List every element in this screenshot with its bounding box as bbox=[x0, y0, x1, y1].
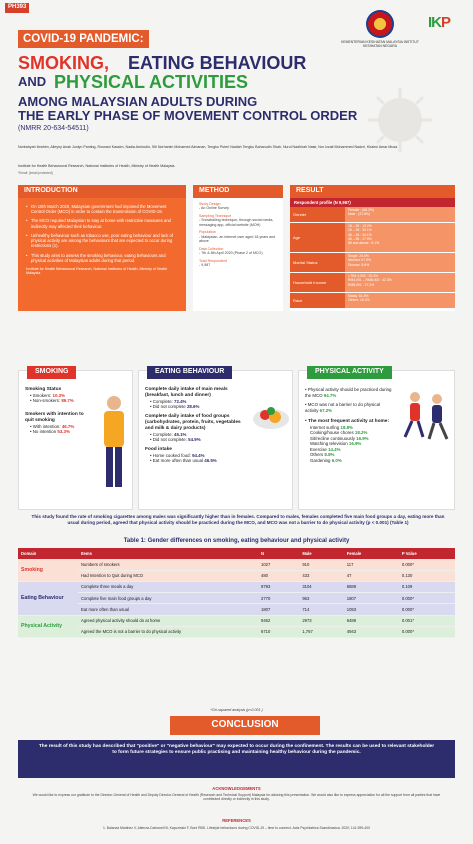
eating-title: EATING BEHAVIOUR bbox=[147, 366, 232, 379]
method-item bbox=[199, 247, 277, 256]
food-plate-icon bbox=[251, 389, 291, 449]
email: *Email: [email protected] bbox=[18, 171, 53, 175]
cell-male: 1,767 bbox=[299, 626, 343, 637]
profile-value: Female : (68.2%) Male : (31.8%) bbox=[345, 207, 455, 222]
cell-male: 3104 bbox=[299, 581, 343, 592]
non-smokers-value: 89.7% bbox=[61, 398, 74, 404]
method-value: - 7th & 8th April 2020 (Phase 2 of MCO) bbox=[199, 251, 263, 256]
method-item bbox=[199, 202, 277, 211]
introduction-body bbox=[18, 198, 186, 311]
eat-more-value: 46.5% bbox=[204, 458, 217, 464]
food-groups-heading: Complete daily intake of food groups (carbohydrates, protein, fruits, vegetables and milk & dairy products) bbox=[145, 413, 241, 431]
method-item bbox=[199, 230, 277, 243]
acknowledgements-body: We would like to express our gratitude to the Director-General of Health and Deputy Director-General of Health (Research and Technical Support) Malaysia for allowing this presentation. We would also like to express appreciation for all the support from all parties that have contributed directly or indirectly in this study. bbox=[32, 793, 441, 802]
smoking-status-heading: Smoking Status bbox=[25, 387, 62, 392]
profile-value: Single: 26.5% Married: 67.9% Divorce: 5.6% bbox=[345, 253, 455, 272]
conclusion-body: The result of this study has described that "positive" or "negative behaviour" may expected to occur during the confinement. The results can be used to relevant stakeholder to form future strategies to ensure public practising and maintaining healthy behaviour during the pandemic. bbox=[18, 740, 455, 778]
cell-p: 0.000* bbox=[399, 559, 455, 570]
method-item bbox=[199, 259, 277, 268]
physical-panel bbox=[298, 370, 455, 510]
ikp-logo-a: IK bbox=[428, 14, 441, 31]
physical-title: PHYSICAL ACTIVITY bbox=[307, 366, 392, 379]
method-value: - 9,987 bbox=[199, 263, 211, 268]
home-cooked-value: 94.4% bbox=[192, 452, 205, 458]
no-intention-label: • No intention bbox=[30, 429, 58, 435]
cell-female: 47 bbox=[344, 570, 399, 581]
smokers-label: • Smokers: bbox=[30, 392, 53, 398]
cell-p: 0.130 bbox=[399, 570, 455, 581]
cell-p: 0.000* bbox=[399, 604, 455, 615]
home-cooked-label: • Home cooked food: bbox=[150, 452, 193, 458]
profile-key: Age bbox=[290, 223, 345, 252]
smokers-value: 10.3% bbox=[52, 392, 65, 398]
cell-n: 2770 bbox=[258, 593, 299, 604]
profile-value: 18 – 25 : 13.2% 26 – 35 : 30.1% 36 – 45 : 34.1% 46 – 55 : 17.5% 56 and above : 5.1% bbox=[345, 223, 455, 252]
moh-logo bbox=[335, 10, 425, 49]
method-value: - An Online Survey bbox=[199, 206, 229, 211]
ikp-logo bbox=[428, 14, 450, 33]
food-intake-heading: Food intake bbox=[145, 446, 172, 452]
method-item bbox=[199, 214, 277, 227]
authors: Norbahyah Ibrahim, Alleyny Anak Jonlyn Panting, Rosnani Kassim, Nadia Amirudin, Siti Norhanim Mohamed Aimanan, Tengku Puteri Nadiah Tengku Baharudin Shah, Nurul Nadhirah Nasir, Nor Izzati Mohammed Nadzri, Khairul Amar Musa bbox=[18, 145, 398, 149]
cell-p: 0.001* bbox=[399, 615, 455, 626]
activity-value: 18.2% bbox=[354, 430, 368, 436]
activity-value: 16.9% bbox=[356, 435, 369, 441]
activity-value: 14.4% bbox=[328, 446, 341, 452]
table-row bbox=[18, 581, 455, 592]
pa-should-value: 94.7% bbox=[323, 392, 337, 398]
table-row bbox=[18, 570, 455, 581]
eating-panel bbox=[138, 370, 293, 510]
cell-item: Agreed the MCO is not a barrier to do physical activity bbox=[78, 626, 258, 637]
profile-row-gender bbox=[290, 207, 455, 223]
cell-female: 1093 bbox=[344, 604, 399, 615]
table-footnote: *Chi-squared analysis (p<0.001 ) bbox=[210, 708, 263, 712]
cell-item: Had Intention to Quit during MCO bbox=[78, 570, 258, 581]
pa-should-line bbox=[305, 387, 393, 398]
introduction-panel bbox=[18, 185, 186, 310]
title-physical: PHYSICAL ACTIVITIES bbox=[54, 72, 249, 92]
domain-eating: Eating Behaviour bbox=[18, 581, 78, 615]
pa-barrier-label: • MCO was not a barrier to do physical activity bbox=[305, 402, 380, 413]
domain-smoking: Smoking bbox=[18, 559, 78, 581]
table-header-row bbox=[18, 548, 455, 559]
cell-item: Complete five main food groups a day bbox=[78, 593, 258, 604]
cell-female: 117 bbox=[344, 559, 399, 570]
cell-male: 910 bbox=[299, 559, 343, 570]
groups-complete-value: 45.1% bbox=[174, 431, 187, 437]
result-panel bbox=[290, 185, 455, 310]
results-summary: This study found the rate of smoking cigarettes among males was significantly higher than in females. Compared to males, females completed five main food groups a day, eating more than usual during period, agreed that physical activity should be practiced during the MCO, and MCO was not a barrier to do physical activity (p < 0.001) (Table 1) bbox=[31, 514, 445, 525]
frequent-activity-heading: • The most frequent activity at home: bbox=[305, 419, 390, 424]
meals-complete-label: • Complete: bbox=[150, 398, 174, 404]
cell-item: Complete three meals a day bbox=[78, 581, 258, 592]
cell-item: Eat more often than usual bbox=[78, 604, 258, 615]
activity-value: 16.9% bbox=[348, 441, 362, 447]
meals-not-complete-line bbox=[145, 404, 241, 410]
profile-row-marital bbox=[290, 253, 455, 273]
smoking-title: SMOKING bbox=[27, 366, 76, 379]
activity-name: Cooking/house chores bbox=[310, 430, 355, 436]
method-title: METHOD bbox=[193, 185, 283, 198]
main-meals-heading: Complete daily intake of main meals (breakfast, lunch and dinner) bbox=[145, 387, 228, 398]
eating-body bbox=[139, 371, 247, 468]
pa-barrier-value: 67.2% bbox=[319, 407, 333, 413]
cell-p: 0.000* bbox=[399, 626, 455, 637]
method-label: Data Collection bbox=[199, 246, 224, 251]
moh-logo-text: KEMENTERIAN KESIHATAN MALAYSIA INSTITUT KESIHATAN NEGARA bbox=[341, 40, 419, 49]
profile-value: Malay: 81.8% Others: 18.2% bbox=[345, 293, 455, 308]
activity-value: 6.0% bbox=[331, 457, 342, 463]
title-eating: EATING BEHAVIOUR bbox=[128, 53, 307, 73]
activity-value: 8.8% bbox=[324, 452, 335, 458]
introduction-title: INTRODUCTION bbox=[18, 185, 186, 198]
table-row bbox=[18, 626, 455, 637]
intro-bullet-3: • Unhealthy behaviour such as tobacco use, poor eating behaviour and lack of physical activity are among the behaviours that are expected to occur during restrictions (1). bbox=[26, 233, 178, 249]
meals-complete-value: 72.4% bbox=[174, 398, 187, 404]
cell-male: 2973 bbox=[299, 615, 343, 626]
profile-key: Race bbox=[290, 293, 345, 308]
table-row bbox=[18, 593, 455, 604]
cell-n: 9462 bbox=[258, 615, 299, 626]
profile-row-race bbox=[290, 293, 455, 309]
cell-male: 714 bbox=[299, 604, 343, 615]
profile-key: Marital Status bbox=[290, 253, 345, 272]
with-intention-value: 46.7% bbox=[61, 423, 75, 429]
method-value: - Snowballing technique, through social media, messaging app, official website (MOH) bbox=[199, 218, 274, 227]
th-pvalue: P Value bbox=[399, 548, 455, 559]
activity-value: 18.8% bbox=[340, 424, 353, 430]
no-intention-value: 53.3% bbox=[57, 429, 70, 435]
intro-bullet-1: • On 18th March 2020, Malaysian government had imposed the Movement Control Order (MCO) in order to contain the transmission of COVID-19. bbox=[26, 204, 178, 215]
cell-male: 433 bbox=[299, 570, 343, 581]
cell-female: 6489 bbox=[344, 615, 399, 626]
th-male: Male bbox=[299, 548, 343, 559]
cell-female: 6689 bbox=[344, 581, 399, 592]
intro-institute: Institute for Health Behavioural Research, National Institutes of Health, Ministry of Health Malaysia. bbox=[26, 267, 168, 276]
quit-heading: Smokers with intention to quit smoking bbox=[25, 411, 84, 423]
result-title: RESULT bbox=[290, 185, 455, 198]
activity-name: Gardening bbox=[310, 457, 332, 463]
result-body bbox=[290, 198, 455, 311]
profile-row-income bbox=[290, 273, 455, 293]
smoking-man-icon bbox=[97, 393, 131, 503]
groups-not-complete-line bbox=[145, 437, 241, 443]
pa-barrier-line bbox=[305, 402, 393, 413]
title-and: AND bbox=[18, 74, 47, 89]
cell-male: 963 bbox=[299, 593, 343, 604]
cell-n: 1807 bbox=[258, 604, 299, 615]
method-body bbox=[193, 198, 283, 311]
activity-name: Internet surfing bbox=[310, 424, 341, 430]
method-panel bbox=[193, 185, 283, 310]
cell-item: Agreed physical activity should do at home bbox=[78, 615, 258, 626]
runners-icon bbox=[399, 389, 453, 447]
eat-more-line bbox=[145, 458, 241, 464]
title-among-line1: AMONG MALAYSIAN ADULTS DURING bbox=[18, 94, 258, 109]
gender-differences-table bbox=[18, 548, 455, 638]
malaysia-crest-icon bbox=[366, 10, 394, 38]
eat-more-label: • Eat more often than usual bbox=[150, 458, 205, 464]
activity-name: Exercise bbox=[310, 446, 329, 452]
th-female: Female bbox=[344, 548, 399, 559]
method-value: - Malaysian, an internet user aged 18 years and above bbox=[199, 234, 276, 244]
smoking-panel bbox=[18, 370, 133, 510]
ikp-logo-b: P bbox=[441, 14, 451, 31]
respondent-profile-title: Respondent profile (N 9,987) bbox=[290, 198, 455, 207]
cell-item: Numbers of smokers bbox=[78, 559, 258, 570]
table-row bbox=[18, 604, 455, 615]
method-label: Total Respondent bbox=[199, 258, 227, 263]
table-row bbox=[18, 615, 455, 626]
references-body: 1. Balanza Martinez V, Atienza-Carbonell B, Kapczinski F, Boni RBD. Lifestyle behaviours during COVID-19 – time to connect. Acta Psychiatrica Scandinavica. 2020; 141:399-400 bbox=[103, 826, 370, 830]
domain-physical: Physical Activity bbox=[18, 615, 78, 638]
covid-title: COVID-19 PANDEMIC: bbox=[18, 30, 149, 48]
table-title: Table 1: Gender differences on smoking, eating behaviour and physical activity bbox=[123, 538, 350, 544]
profile-key: Household Income bbox=[290, 273, 345, 292]
non-smokers-label: • Non-smokers: bbox=[30, 398, 62, 404]
cell-female: 4943 bbox=[344, 626, 399, 637]
profile-row-age bbox=[290, 223, 455, 253]
th-items: Items bbox=[78, 548, 258, 559]
method-label: Sampling Technique bbox=[199, 213, 232, 218]
activity-item bbox=[305, 458, 448, 464]
groups-not-complete-label: • Did not complete: bbox=[150, 437, 189, 443]
pa-should-label: • Physical activity should be practiced during the MCO bbox=[305, 387, 392, 398]
meals-not-complete-label: • Did not complete bbox=[150, 404, 187, 410]
cell-female: 1807 bbox=[344, 593, 399, 604]
meals-not-complete-value: 28.6% bbox=[186, 404, 200, 410]
cell-p: 0.000* bbox=[399, 593, 455, 604]
profile-key: Gender bbox=[290, 207, 345, 222]
acknowledgements-title: ACKNOWLEDGEMENTS bbox=[212, 786, 261, 791]
cell-n: 9793 bbox=[258, 581, 299, 592]
affiliation: Institute for Health Behavioural Research, National Institutes of Health, Ministry of Health Malaysia. bbox=[18, 164, 176, 168]
with-intention-label: • With intention: bbox=[30, 423, 62, 429]
title-smoking: SMOKING, bbox=[18, 53, 110, 73]
method-label: Population bbox=[199, 230, 216, 235]
activity-name: Others bbox=[310, 452, 325, 458]
cell-p: 0.109 bbox=[399, 581, 455, 592]
cell-n: 1027 bbox=[258, 559, 299, 570]
references-title: REFERENCES bbox=[222, 818, 251, 823]
conclusion-title: CONCLUSION bbox=[170, 716, 320, 735]
poster-code: PH393 bbox=[5, 3, 29, 13]
activity-name: Watching television bbox=[310, 441, 349, 447]
groups-not-complete-value: 54.9% bbox=[188, 437, 201, 443]
intro-bullet-4: • This study aims to assess the smoking behaviour, eating behaviours and physical activities of Malaysian adults during that period. bbox=[26, 253, 178, 264]
virus-icon bbox=[360, 80, 440, 160]
activity-name: Sit/recline continuously bbox=[310, 435, 357, 441]
groups-complete-label: • Complete: bbox=[150, 431, 174, 437]
cell-n: 6710 bbox=[258, 626, 299, 637]
th-domain: Domain bbox=[18, 548, 78, 559]
th-n: N bbox=[258, 548, 299, 559]
nmrr-id: (NMRR 20-634-54511) bbox=[18, 125, 89, 132]
table-row bbox=[18, 559, 455, 570]
method-label: Study Design bbox=[199, 201, 221, 206]
cell-n: 480 bbox=[258, 570, 299, 581]
title-among-line2: THE EARLY PHASE OF MOVEMENT CONTROL ORDER bbox=[18, 108, 358, 123]
intro-bullet-2: • The MCO required Malaysian to stay at home with restrictive measures and indirectly may affected their behaviour. bbox=[26, 218, 178, 229]
profile-value: < RM 4,000 : 30.4% RM4,001 – RM8,000 : 42.3% RM8,001 : 27.2% bbox=[345, 273, 455, 292]
